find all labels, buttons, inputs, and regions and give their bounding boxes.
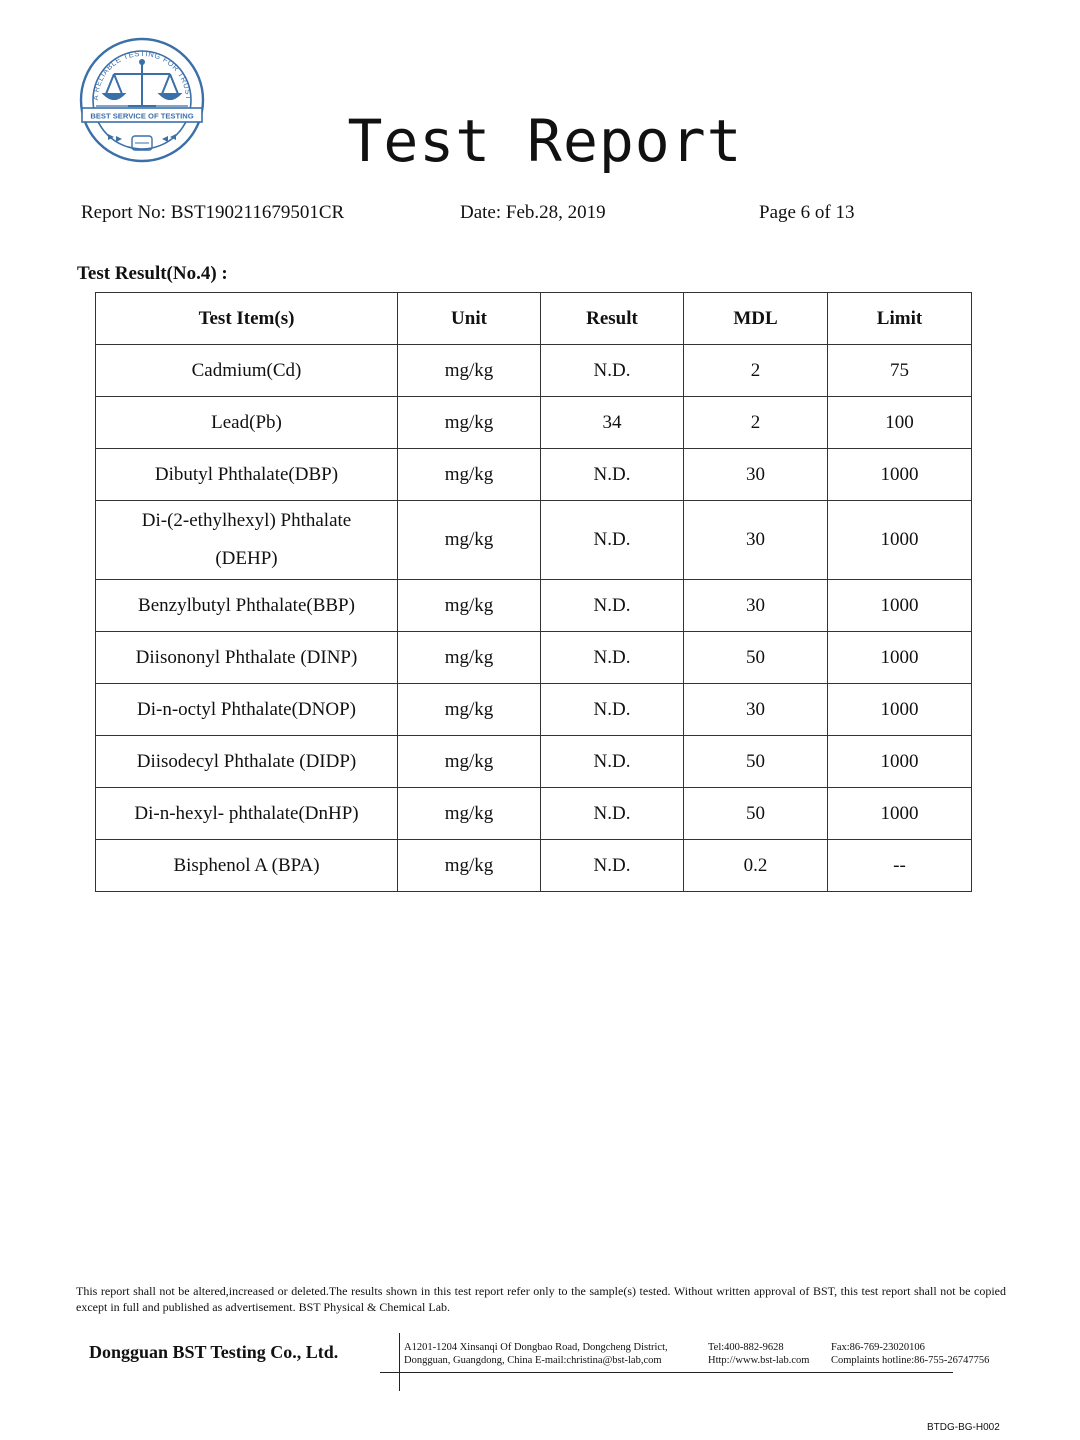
cell-test-item: Diisononyl Phthalate (DINP) [96, 632, 398, 684]
table-row [96, 449, 972, 501]
header-limit: Limit [828, 293, 972, 345]
cell-mdl: 2 [684, 397, 828, 449]
cell-limit: 1000 [828, 449, 972, 501]
section-title: Test Result(No.4) : [77, 263, 228, 284]
footer-company-name: Dongguan BST Testing Co., Ltd. [89, 1342, 339, 1362]
cell-unit: mg/kg [398, 788, 541, 840]
logo-ring-text: A RELIABLE TESTING FOR TRUST [90, 48, 194, 101]
page-indicator: Page 6 of 13 [759, 202, 855, 223]
cell-limit: 1000 [828, 501, 972, 580]
report-date: Date: Feb.28, 2019 [460, 202, 606, 223]
cell-mdl: 30 [684, 684, 828, 736]
table-row [96, 345, 972, 397]
cell-test-item-line1: Di-(2-ethylhexyl) Phthalate [141, 510, 352, 531]
cell-limit: 1000 [828, 580, 972, 632]
form-code: BTDG-BG-H002 [927, 1422, 1000, 1433]
cell-mdl: 50 [684, 632, 828, 684]
header-unit: Unit [398, 293, 541, 345]
cell-unit: mg/kg [398, 684, 541, 736]
cell-unit: mg/kg [398, 345, 541, 397]
cell-mdl: 0.2 [684, 840, 828, 892]
table-row [96, 397, 972, 449]
footer-disclaimer: This report shall not be altered,increased or deleted.The results shown in this test report refer only to the sample(s) tested. Without written approval of BST, this test report shall not be copied except in full and published as advertisement. BST Physical & Chemical Lab. [76, 1284, 1006, 1314]
report-number: Report No: BST190211679501CR [81, 202, 345, 223]
cell-unit: mg/kg [398, 449, 541, 501]
cell-test-item: Benzylbutyl Phthalate(BBP) [96, 580, 398, 632]
cell-result: N.D. [541, 345, 684, 397]
table-row [96, 580, 972, 632]
cell-test-item: Cadmium(Cd) [96, 345, 398, 397]
footer-divider-vertical [399, 1333, 400, 1391]
table-row [96, 632, 972, 684]
cell-mdl: 30 [684, 449, 828, 501]
cell-test-item-line2: (DEHP) [215, 548, 278, 569]
cell-limit: -- [828, 840, 972, 892]
cell-test-item [96, 501, 398, 580]
cell-mdl: 50 [684, 736, 828, 788]
cell-test-item: Lead(Pb) [96, 397, 398, 449]
table-row [96, 684, 972, 736]
footer-divider-horizontal [380, 1372, 953, 1373]
cell-unit: mg/kg [398, 501, 541, 580]
test-results-table [95, 292, 972, 892]
cell-limit: 100 [828, 397, 972, 449]
table-row [96, 840, 972, 892]
cell-unit: mg/kg [398, 397, 541, 449]
footer-tel: Tel:400-882-9628 [708, 1342, 784, 1353]
cell-limit: 1000 [828, 632, 972, 684]
cell-limit: 1000 [828, 736, 972, 788]
cell-test-item: Dibutyl Phthalate(DBP) [96, 449, 398, 501]
cell-mdl: 2 [684, 345, 828, 397]
cell-result: N.D. [541, 736, 684, 788]
header-mdl: MDL [684, 293, 828, 345]
cell-mdl: 30 [684, 580, 828, 632]
cell-unit: mg/kg [398, 632, 541, 684]
cell-limit: 1000 [828, 788, 972, 840]
table-row [96, 736, 972, 788]
header-test-item: Test Item(s) [96, 293, 398, 345]
cell-result: N.D. [541, 840, 684, 892]
cell-unit: mg/kg [398, 580, 541, 632]
footer-website: Http://www.bst-lab.com [708, 1355, 810, 1366]
table-header-row [96, 293, 972, 345]
cell-result: N.D. [541, 632, 684, 684]
footer-address-line1: A1201-1204 Xinsanqi Of Dongbao Road, Dongcheng District, [404, 1342, 668, 1353]
cell-test-item: Di-n-octyl Phthalate(DNOP) [96, 684, 398, 736]
cell-test-item: Diisodecyl Phthalate (DIDP) [96, 736, 398, 788]
page-title: Test Report [347, 107, 743, 175]
footer-fax: Fax:86-769-23020106 [831, 1342, 925, 1353]
cell-test-item: Di-n-hexyl- phthalate(DnHP) [96, 788, 398, 840]
header-result: Result [541, 293, 684, 345]
cell-mdl: 30 [684, 501, 828, 580]
cell-result: 34 [541, 397, 684, 449]
cell-result: N.D. [541, 788, 684, 840]
cell-limit: 1000 [828, 684, 972, 736]
footer-address-line2: Dongguan, Guangdong, China E-mail:christina@bst-lab,com [404, 1355, 662, 1366]
cell-result: N.D. [541, 501, 684, 580]
cell-result: N.D. [541, 449, 684, 501]
cell-result: N.D. [541, 580, 684, 632]
cell-unit: mg/kg [398, 736, 541, 788]
table-row [96, 501, 972, 580]
cell-limit: 75 [828, 345, 972, 397]
table-row [96, 788, 972, 840]
cell-result: N.D. [541, 684, 684, 736]
footer-complaints-hotline: Complaints hotline:86-755-26747756 [831, 1355, 990, 1366]
cell-unit: mg/kg [398, 840, 541, 892]
logo-banner-text: BEST SERVICE OF TESTING [90, 111, 194, 121]
cell-test-item: Bisphenol A (BPA) [96, 840, 398, 892]
cell-mdl: 50 [684, 788, 828, 840]
